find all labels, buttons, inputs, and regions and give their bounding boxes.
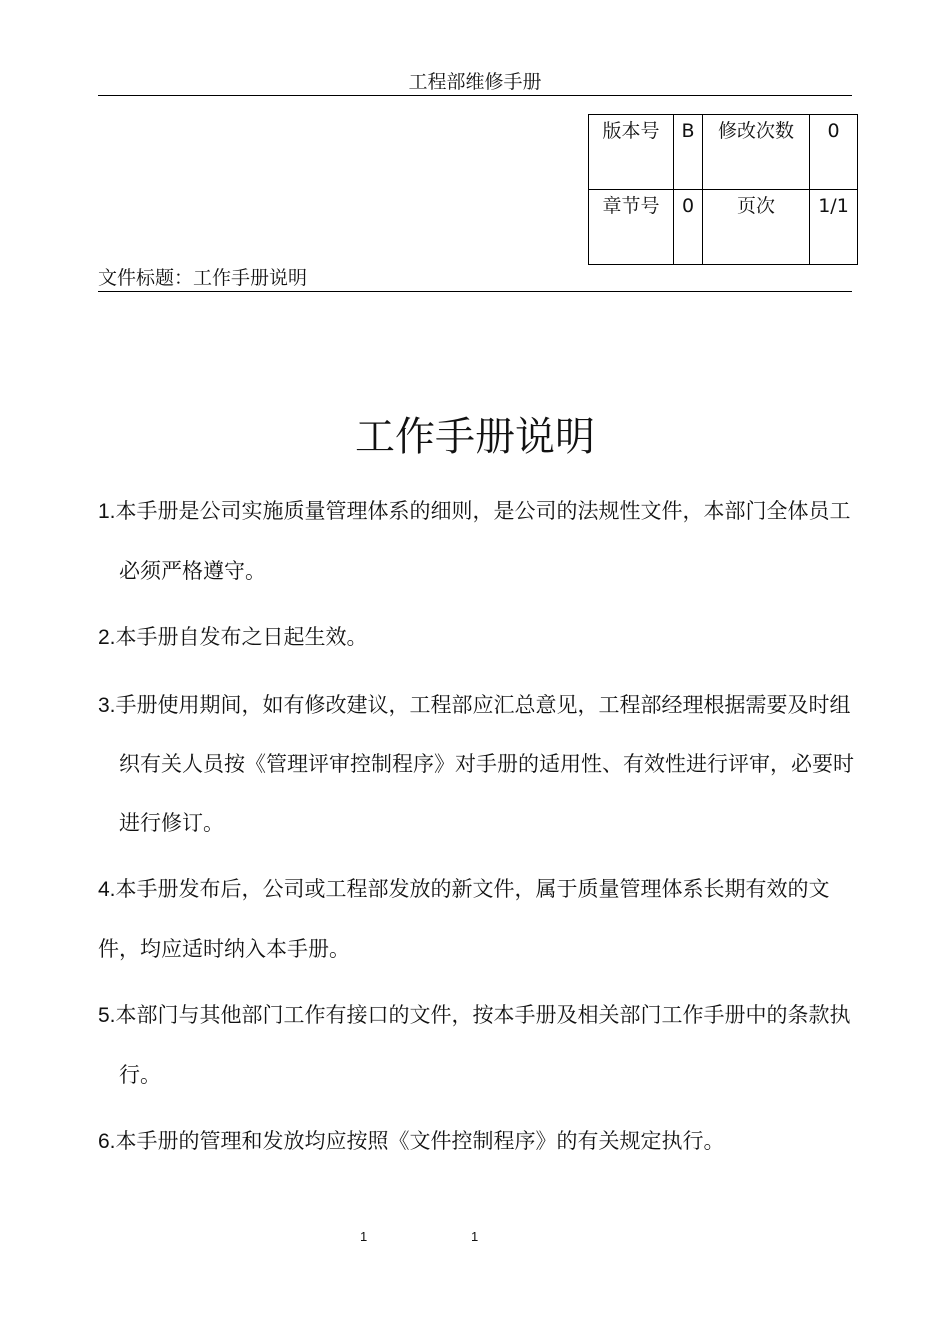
paragraph-text: 手册使用期间，如有修改建议，工程部应汇总意见，工程部经理根据需要及时组织有关人员按《管理评审控制程序》对手册的适用性、有效性进行评审，必要时进行修订。: [115, 692, 854, 835]
paragraph-text: 本手册的管理和发放均应按照《文件控制程序》的有关规定执行。: [115, 1129, 725, 1153]
header-title: 工程部维修手册: [408, 71, 542, 93]
revision-count-label: 修改次数: [703, 115, 810, 190]
chapter-label: 章节号: [589, 190, 674, 265]
paragraph-number: 5.: [98, 1004, 116, 1027]
chapter-value: 0: [674, 190, 703, 265]
paragraph-2: [98, 608, 858, 668]
paragraph-text: 本部门与其他部门工作有接口的文件，按本手册及相关部门工作手册中的条款执行。: [115, 1003, 851, 1087]
page-label: 页次: [703, 190, 810, 265]
page-value: 1/1: [810, 190, 858, 265]
paragraph-number: 6.: [98, 1130, 116, 1153]
paragraph-text: 本手册发布后，公司或工程部发放的新文件，属于质量管理体系长期有效的文件，均应适时纳入本手册。: [98, 877, 830, 961]
document-title-line: 文件标题：工作手册说明: [98, 267, 308, 289]
paragraph-5: [98, 986, 858, 1104]
paragraph-6: [98, 1112, 858, 1172]
paragraph-3: [98, 676, 858, 853]
paragraph-number: 1.: [98, 500, 116, 523]
version-value: B: [674, 115, 703, 190]
paragraph-number: 2.: [98, 626, 116, 649]
version-label: 版本号: [589, 115, 674, 190]
paragraph-4: [98, 860, 858, 978]
paragraph-number: 4.: [98, 878, 116, 901]
paragraph-text: 本手册自发布之日起生效。: [115, 625, 368, 649]
paragraph-text: 本手册是公司实施质量管理体系的细则，是公司的法规性文件，本部门全体员工必须严格遵守。: [115, 499, 851, 583]
meta-row-version: [589, 115, 858, 190]
document-title-divider: [98, 291, 852, 292]
paragraph-1: [98, 482, 858, 600]
meta-row-chapter: [589, 190, 858, 265]
header-divider: [98, 95, 852, 96]
footer-page-number-right: 1: [471, 1229, 479, 1244]
footer-page-number-left: 1: [360, 1229, 368, 1244]
main-title: 工作手册说明: [355, 414, 595, 460]
paragraph-number: 3.: [98, 693, 116, 717]
document-body: [98, 482, 858, 1172]
revision-count-value: 0: [810, 115, 858, 190]
document-meta-table: [588, 114, 858, 265]
